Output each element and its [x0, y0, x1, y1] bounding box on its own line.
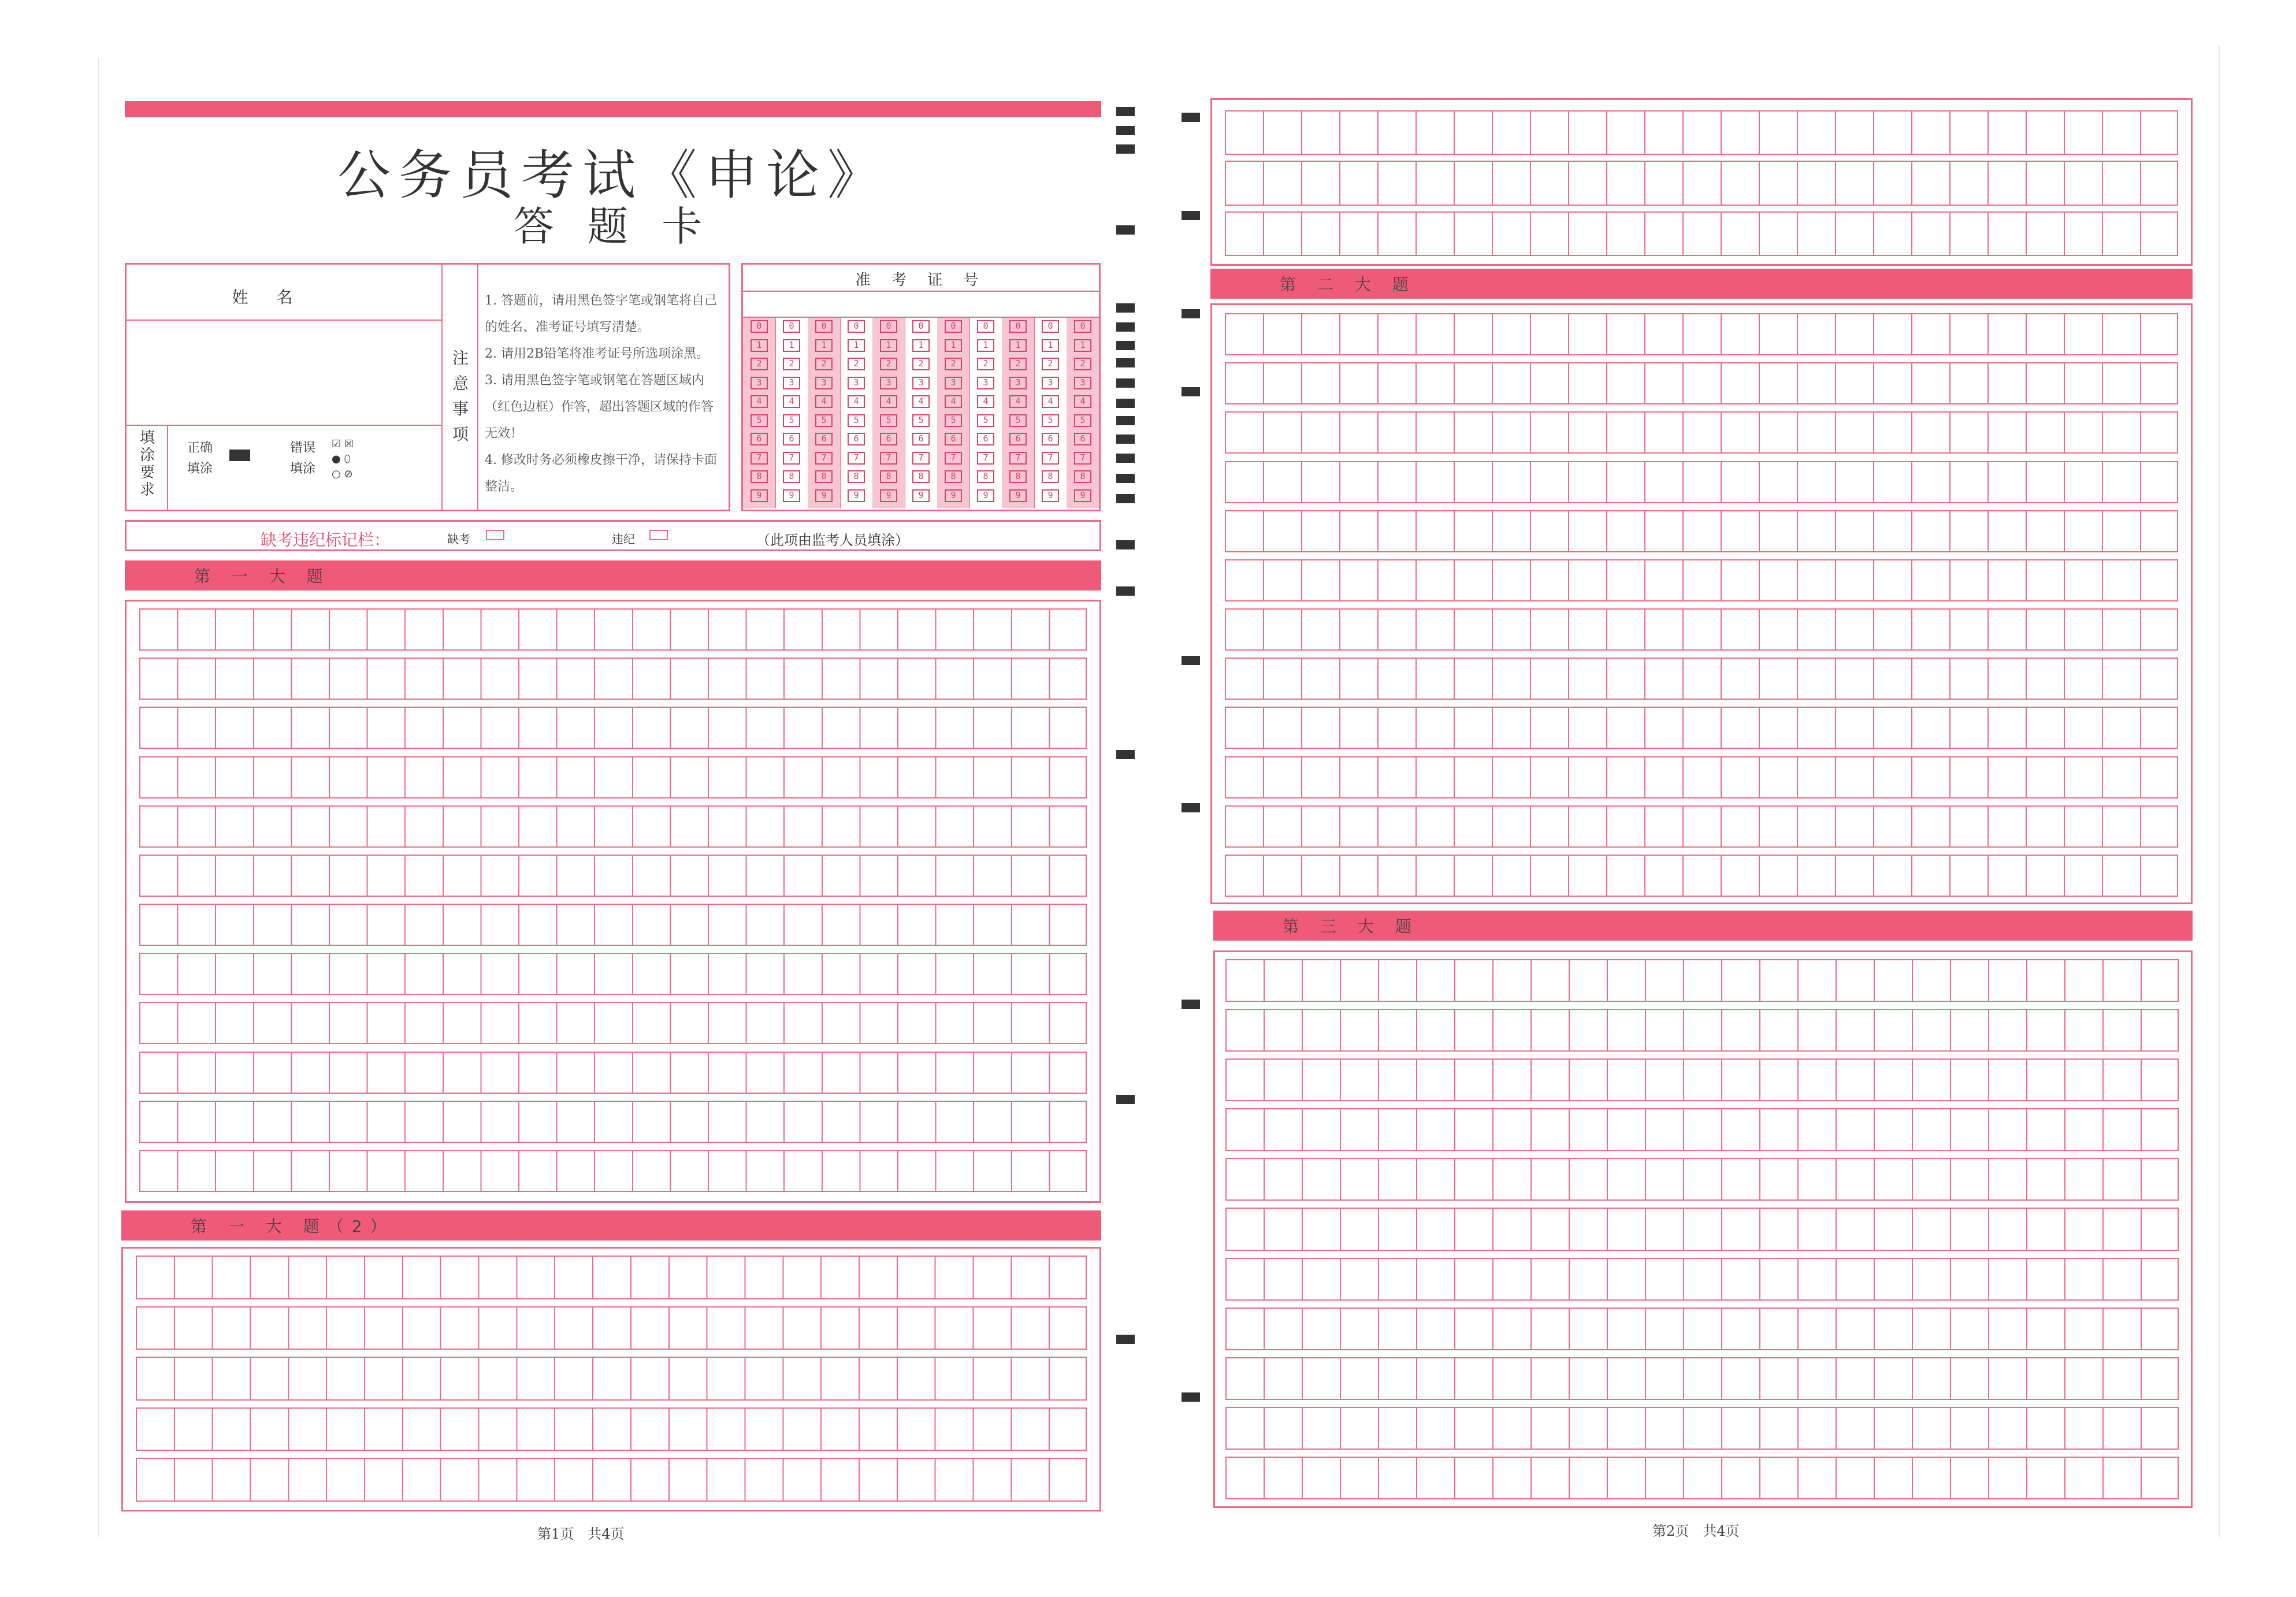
digit-bubble[interactable]: 3	[1074, 377, 1091, 389]
digit-bubble[interactable]: 6	[977, 433, 994, 445]
digit-bubble[interactable]: 5	[815, 414, 833, 427]
grid-row[interactable]	[1225, 959, 2179, 1002]
candidate-info-box	[125, 263, 730, 511]
admission-digit-column[interactable]	[905, 318, 938, 508]
timing-mark	[1116, 144, 1135, 154]
digit-bubble[interactable]: 8	[1074, 470, 1091, 483]
section-1-label: 第 一 大 题	[194, 567, 331, 586]
grid-row[interactable]	[139, 756, 1087, 799]
grid-row[interactable]	[1225, 658, 2178, 700]
digit-bubble[interactable]: 2	[1009, 358, 1027, 370]
digit-bubble[interactable]: 9	[783, 489, 800, 502]
absent-label: 缺考	[447, 532, 470, 546]
digit-bubble[interactable]: 4	[1009, 395, 1027, 408]
grid-row[interactable]	[1225, 110, 2178, 155]
timing-mark	[1116, 322, 1135, 332]
digit-bubble[interactable]: 4	[880, 395, 897, 408]
digit-bubble[interactable]: 4	[751, 395, 768, 408]
note-3: 3. 请用黑色签字笔或钢笔在答题区域内（红色边框）作答，超出答题区域的作答无效！	[485, 373, 714, 441]
timing-mark	[1182, 309, 1200, 318]
digit-bubble[interactable]: 4	[1042, 395, 1059, 408]
timing-mark	[1182, 1000, 1200, 1009]
digit-bubble[interactable]: 5	[977, 414, 994, 427]
admission-number-box	[741, 263, 1101, 511]
digit-bubble[interactable]: 0	[880, 320, 897, 333]
grid-row[interactable]	[1225, 1258, 2179, 1301]
fill-requirement-label: 填涂要求	[139, 429, 155, 499]
timing-mark	[1116, 126, 1135, 135]
timing-mark	[1116, 454, 1135, 463]
digit-bubble[interactable]: 9	[977, 489, 994, 502]
sheet-title: 公务员考试《申论》	[337, 144, 889, 206]
timing-mark	[1116, 399, 1135, 408]
admission-digit-column[interactable]	[1002, 318, 1035, 508]
digit-bubble[interactable]: 4	[848, 395, 865, 408]
grid-row[interactable]	[1225, 1059, 2179, 1101]
admission-digit-column[interactable]	[775, 318, 808, 508]
notes-list	[485, 288, 725, 500]
digit-bubble[interactable]: 8	[912, 470, 930, 483]
digit-bubble[interactable]: 3	[880, 377, 897, 389]
grid-row[interactable]	[139, 1150, 1087, 1192]
digit-bubble[interactable]: 9	[1074, 489, 1091, 502]
digit-bubble[interactable]: 6	[1042, 433, 1059, 445]
section-3-answer-frame	[1213, 950, 2193, 1508]
digit-bubble[interactable]: 7	[815, 452, 833, 465]
digit-bubble[interactable]: 8	[783, 470, 800, 483]
grid-row[interactable]	[1225, 608, 2178, 651]
digit-bubble[interactable]: 3	[912, 377, 930, 389]
digit-bubble[interactable]: 8	[945, 470, 962, 483]
digit-bubble[interactable]: 8	[1042, 470, 1059, 483]
digit-bubble[interactable]: 3	[977, 377, 994, 389]
page-edge-left	[98, 58, 99, 1537]
grid-row[interactable]	[1225, 211, 2178, 256]
grid-row[interactable]	[136, 1256, 1087, 1299]
digit-bubble[interactable]: 1	[912, 339, 930, 352]
admission-digit-column[interactable]	[937, 318, 970, 508]
digit-bubble[interactable]: 0	[1009, 320, 1027, 333]
grid-row[interactable]	[1225, 161, 2178, 205]
digit-bubble[interactable]: 2	[945, 358, 962, 370]
digit-bubble[interactable]: 8	[848, 470, 865, 483]
digit-bubble[interactable]: 1	[977, 339, 994, 352]
digit-bubble[interactable]: 9	[1042, 489, 1059, 502]
timing-mark	[1116, 303, 1135, 313]
violation-label: 违纪	[612, 532, 635, 546]
grid-row[interactable]	[1225, 362, 2178, 404]
digit-bubble[interactable]: 4	[912, 395, 930, 408]
fill-wrong-examples	[332, 437, 378, 489]
digit-bubble[interactable]: 8	[977, 470, 994, 483]
digit-bubble[interactable]: 2	[1042, 358, 1059, 370]
dot-icon: ●	[332, 453, 341, 465]
section-3-title	[1213, 911, 2193, 941]
continuation-frame-top	[1210, 98, 2193, 266]
fill-wrong-label: 错误 填涂	[290, 441, 316, 476]
timing-mark	[1116, 341, 1135, 350]
digit-bubble[interactable]: 0	[945, 320, 962, 333]
digit-bubble[interactable]: 1	[1074, 339, 1091, 352]
grid-row[interactable]	[1225, 756, 2178, 799]
digit-bubble[interactable]: 2	[1074, 358, 1091, 370]
grid-row[interactable]	[1225, 1407, 2179, 1450]
page-edge-right	[2219, 46, 2220, 1537]
digit-bubble[interactable]: 7	[880, 452, 897, 465]
digit-bubble[interactable]: 3	[815, 377, 833, 389]
grid-row[interactable]	[1225, 461, 2178, 503]
absent-violation-row	[125, 520, 1101, 551]
digit-bubble[interactable]: 3	[848, 377, 865, 389]
digit-bubble[interactable]: 1	[880, 339, 897, 352]
digit-bubble[interactable]: 0	[815, 320, 833, 333]
slash-icon: ⊘	[344, 468, 353, 480]
section-3-answer-grid[interactable]	[1225, 959, 2179, 1499]
admission-digit-column[interactable]	[1067, 318, 1099, 508]
digit-bubble[interactable]: 6	[783, 433, 800, 445]
admission-digit-column[interactable]	[872, 318, 905, 508]
section-1b-title	[121, 1210, 1101, 1241]
digit-bubble[interactable]: 6	[848, 433, 865, 445]
section-1-answer-frame	[125, 600, 1101, 1203]
timing-mark	[1116, 540, 1135, 549]
timing-mark	[1116, 358, 1135, 367]
digit-bubble[interactable]: 3	[751, 377, 768, 389]
digit-bubble[interactable]: 7	[783, 452, 800, 465]
digit-bubble[interactable]: 6	[815, 433, 833, 445]
digit-bubble[interactable]: 9	[880, 489, 897, 502]
section-2-title	[1210, 269, 2193, 299]
digit-bubble[interactable]: 2	[751, 358, 768, 370]
check-icon: ☑	[332, 438, 341, 450]
grid-row[interactable]	[139, 953, 1087, 995]
grid-row[interactable]	[1225, 1108, 2179, 1151]
digit-bubble[interactable]: 1	[848, 339, 865, 352]
grid-row[interactable]	[1225, 1158, 2179, 1201]
digit-bubble[interactable]: 2	[815, 358, 833, 370]
section-1-title	[125, 560, 1101, 590]
continuation-answer-grid[interactable]	[1225, 110, 2178, 256]
grid-row[interactable]	[1225, 313, 2178, 355]
digit-bubble[interactable]: 6	[1074, 433, 1091, 445]
digit-bubble[interactable]: 2	[880, 358, 897, 370]
timing-mark	[1182, 113, 1200, 122]
timing-mark	[1182, 1392, 1200, 1402]
section-1b-answer-grid[interactable]	[136, 1256, 1087, 1502]
admission-digit-column[interactable]	[969, 318, 1002, 508]
ellipse-icon: ⬯	[344, 453, 351, 465]
name-label: 姓 名	[232, 288, 304, 307]
timing-mark	[1116, 107, 1135, 116]
sheet-subtitle: 答 题 卡	[513, 203, 713, 250]
digit-bubble[interactable]: 5	[751, 414, 768, 427]
page-2-footer: 第2页 共4页	[1652, 1523, 1740, 1539]
digit-bubble[interactable]: 0	[1074, 320, 1091, 333]
absent-box[interactable]	[486, 530, 504, 540]
admission-digit-column[interactable]	[1034, 318, 1067, 508]
digit-bubble[interactable]: 2	[783, 358, 800, 370]
grid-row[interactable]	[1225, 1208, 2179, 1250]
digit-bubble[interactable]: 1	[1009, 339, 1027, 352]
digit-bubble[interactable]: 9	[751, 489, 768, 502]
digit-bubble[interactable]: 5	[1042, 414, 1059, 427]
grid-row[interactable]	[1225, 1457, 2179, 1499]
section-2-label: 第 二 大 题	[1280, 275, 1417, 294]
digit-bubble[interactable]: 4	[977, 395, 994, 408]
violation-box[interactable]	[649, 530, 668, 540]
timing-mark	[1182, 211, 1200, 220]
digit-bubble[interactable]: 7	[1042, 452, 1059, 465]
grid-row[interactable]	[139, 1002, 1087, 1044]
admission-digit-column[interactable]	[808, 318, 841, 508]
digit-bubble[interactable]: 1	[1042, 339, 1059, 352]
digit-bubble[interactable]: 6	[1009, 433, 1027, 445]
digit-bubble[interactable]: 7	[977, 452, 994, 465]
digit-bubble[interactable]: 9	[945, 489, 962, 502]
grid-row[interactable]	[136, 1458, 1087, 1502]
digit-bubble[interactable]: 4	[1074, 395, 1091, 408]
grid-row[interactable]	[136, 1306, 1087, 1350]
digit-bubble[interactable]: 6	[751, 433, 768, 445]
digit-bubble[interactable]: 1	[815, 339, 833, 352]
note-2: 2. 请用2B铅笔将准考证号所选项涂黑。	[485, 347, 709, 361]
digit-bubble[interactable]: 8	[1009, 470, 1027, 483]
digit-bubble[interactable]: 8	[815, 470, 833, 483]
timing-mark	[1182, 387, 1200, 396]
section-1b-label: 第 一 大 题（2）	[191, 1217, 395, 1236]
digit-bubble[interactable]: 3	[945, 377, 962, 389]
timing-mark	[1116, 434, 1135, 444]
digit-bubble[interactable]: 5	[912, 414, 930, 427]
fill-correct-example	[229, 450, 250, 461]
page-1-footer: 第1页 共4页	[537, 1526, 625, 1542]
digit-bubble[interactable]: 9	[848, 489, 865, 502]
grid-row[interactable]	[139, 904, 1087, 946]
digit-bubble[interactable]: 7	[1009, 452, 1027, 465]
digit-bubble[interactable]: 1	[783, 339, 800, 352]
section-2-answer-frame	[1210, 303, 2193, 904]
admission-number-bubbles[interactable]	[743, 318, 1099, 508]
digit-bubble[interactable]: 2	[977, 358, 994, 370]
grid-row[interactable]	[139, 1052, 1087, 1094]
digit-bubble[interactable]: 7	[848, 452, 865, 465]
digit-bubble[interactable]: 5	[783, 414, 800, 427]
fill-correct-label: 正确 填涂	[187, 441, 213, 476]
top-header-bar	[125, 101, 1101, 117]
section-1b-answer-frame	[121, 1247, 1101, 1511]
grid-row[interactable]	[139, 658, 1087, 700]
timing-mark	[1116, 494, 1135, 503]
note-1: 1. 答题前，请用黑色签字笔或钢笔将自己的姓名、准考证号填写清楚。	[485, 294, 717, 335]
grid-row[interactable]	[1225, 1009, 2179, 1052]
digit-bubble[interactable]: 0	[977, 320, 994, 333]
grid-row[interactable]	[1225, 855, 2178, 897]
timing-mark	[1116, 1335, 1135, 1344]
grid-row[interactable]	[1225, 1357, 2179, 1400]
timing-mark	[1116, 378, 1135, 388]
digit-bubble[interactable]: 7	[1074, 452, 1091, 465]
digit-bubble[interactable]: 7	[751, 452, 768, 465]
grid-row[interactable]	[139, 707, 1087, 749]
digit-bubble[interactable]: 8	[880, 470, 897, 483]
grid-row[interactable]	[136, 1407, 1087, 1451]
digit-bubble[interactable]: 1	[751, 339, 768, 352]
absent-violation-label: 缺考违纪标记栏：	[261, 530, 391, 549]
digit-bubble[interactable]: 7	[912, 452, 930, 465]
digit-bubble[interactable]: 0	[848, 320, 865, 333]
digit-bubble[interactable]: 7	[945, 452, 962, 465]
section-2-answer-grid[interactable]	[1225, 313, 2178, 897]
timing-mark	[1116, 750, 1135, 759]
digit-bubble[interactable]: 1	[945, 339, 962, 352]
digit-bubble[interactable]: 5	[880, 414, 897, 427]
digit-bubble[interactable]: 8	[751, 470, 768, 483]
digit-bubble[interactable]: 5	[1009, 414, 1027, 427]
digit-bubble[interactable]: 5	[1074, 414, 1091, 427]
grid-row[interactable]	[139, 1101, 1087, 1143]
absent-note: （此项由监考人员填涂）	[756, 532, 909, 548]
circle-icon: ○	[332, 468, 341, 480]
digit-bubble[interactable]: 9	[815, 489, 833, 502]
digit-bubble[interactable]: 5	[848, 414, 865, 427]
digit-bubble[interactable]: 3	[783, 377, 800, 389]
digit-bubble[interactable]: 0	[783, 320, 800, 333]
grid-row[interactable]	[139, 855, 1087, 897]
digit-bubble[interactable]: 5	[945, 414, 962, 427]
timing-mark	[1182, 803, 1200, 812]
grid-row[interactable]	[1225, 411, 2178, 454]
name-field[interactable]	[127, 321, 441, 425]
digit-bubble[interactable]: 4	[945, 395, 962, 408]
grid-row[interactable]	[139, 608, 1087, 651]
timing-mark	[1116, 1095, 1135, 1104]
digit-bubble[interactable]: 0	[1042, 320, 1059, 333]
cross-icon: ☒	[344, 438, 354, 450]
digit-bubble[interactable]: 2	[912, 358, 930, 370]
grid-row[interactable]	[1225, 559, 2178, 601]
section-1-answer-grid[interactable]	[139, 608, 1087, 1192]
digit-bubble[interactable]: 6	[945, 433, 962, 445]
digit-bubble[interactable]: 6	[912, 433, 930, 445]
digit-bubble[interactable]: 9	[912, 489, 930, 502]
digit-bubble[interactable]: 0	[912, 320, 930, 333]
digit-bubble[interactable]: 0	[751, 320, 768, 333]
grid-row[interactable]	[1225, 510, 2178, 552]
admission-number-label: 准 考 证 号	[855, 272, 987, 289]
grid-row[interactable]	[139, 805, 1087, 848]
digit-bubble[interactable]: 3	[1042, 377, 1059, 389]
digit-bubble[interactable]: 9	[1009, 489, 1027, 502]
timing-mark	[1182, 656, 1200, 665]
timing-mark	[1116, 474, 1135, 483]
timing-mark	[1116, 225, 1135, 235]
digit-bubble[interactable]: 6	[880, 433, 897, 445]
digit-bubble[interactable]: 2	[848, 358, 865, 370]
admission-digit-column[interactable]	[743, 318, 776, 508]
notes-label: 注意事项	[452, 348, 469, 444]
note-4: 4. 修改时务必须橡皮擦干净，请保持卡面整洁。	[485, 453, 717, 494]
timing-mark	[1116, 586, 1135, 596]
digit-bubble[interactable]: 4	[783, 395, 800, 408]
digit-bubble[interactable]: 4	[815, 395, 833, 408]
grid-row[interactable]	[1225, 707, 2178, 749]
grid-row[interactable]	[1225, 1308, 2179, 1350]
digit-bubble[interactable]: 3	[1009, 377, 1027, 389]
section-3-label: 第 三 大 题	[1283, 917, 1420, 936]
timing-mark	[1116, 416, 1135, 425]
grid-row[interactable]	[136, 1357, 1087, 1401]
admission-digit-column[interactable]	[840, 318, 873, 508]
grid-row[interactable]	[1225, 805, 2178, 848]
